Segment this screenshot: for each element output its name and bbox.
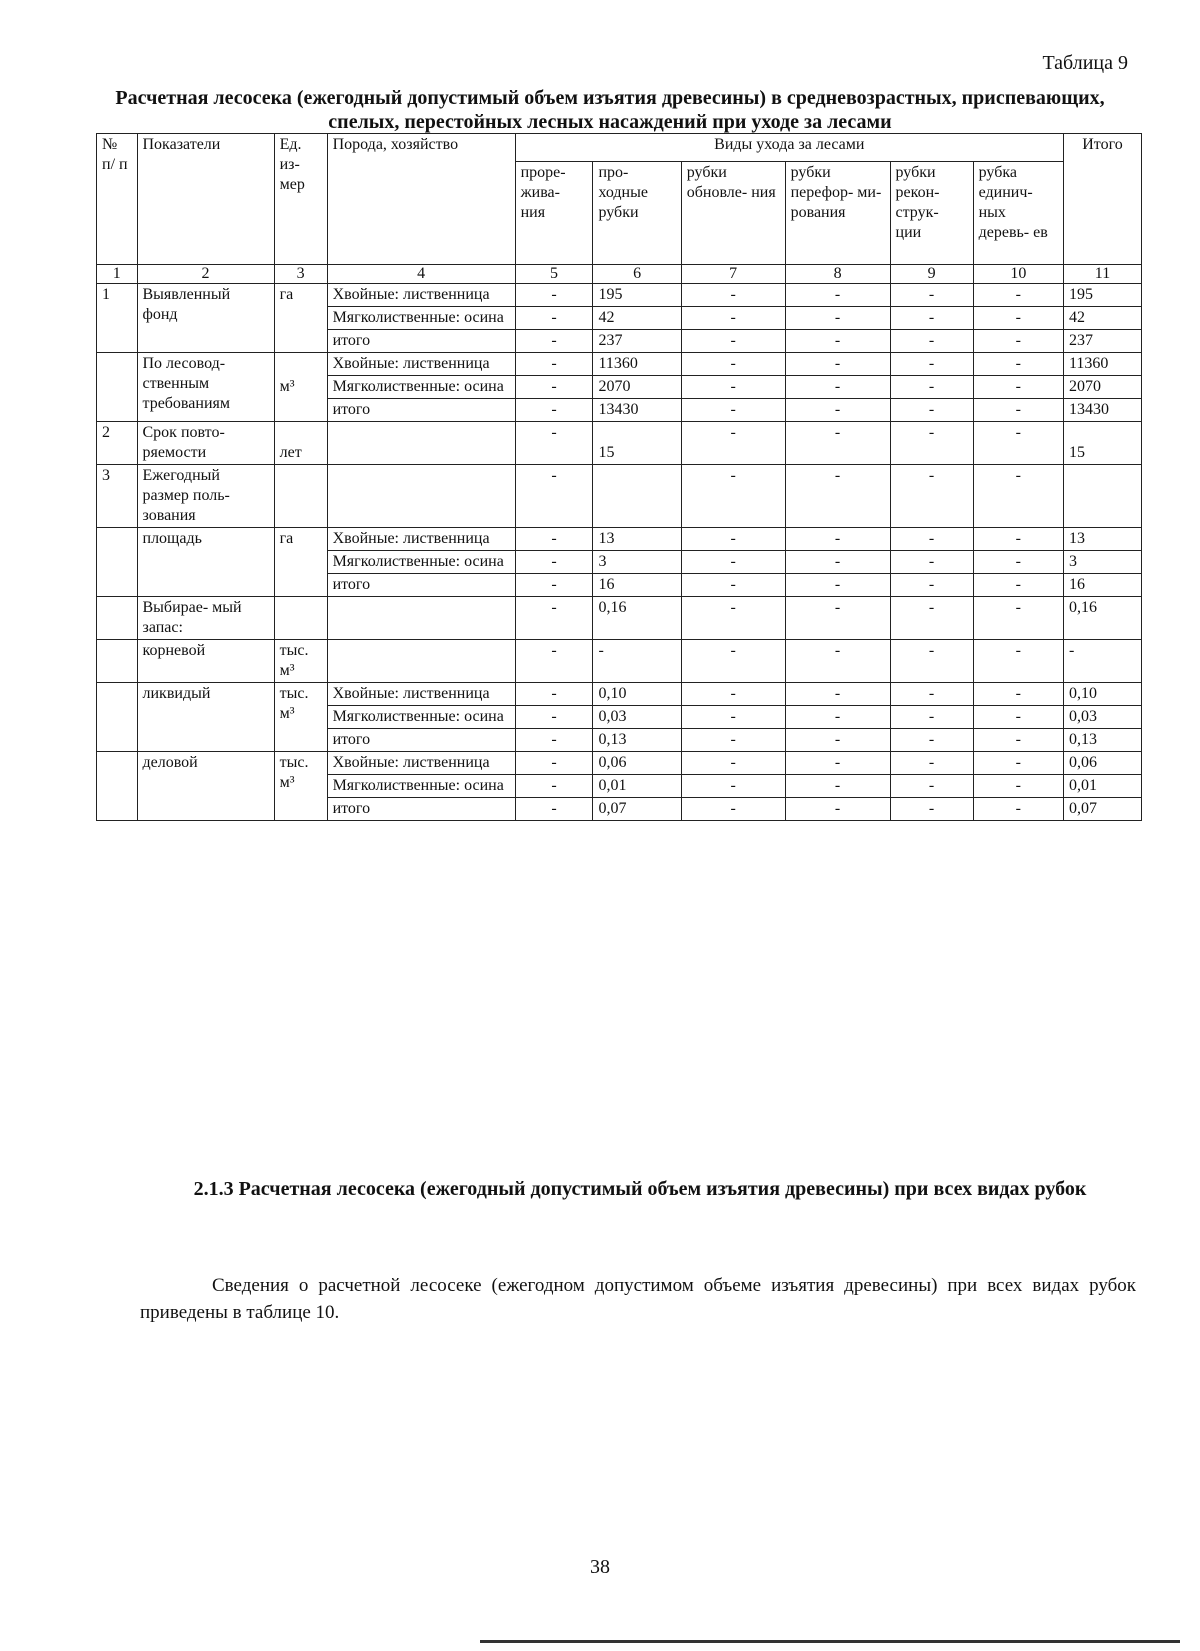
cell-dash: - <box>515 775 593 798</box>
col-num: 9 <box>890 265 973 284</box>
cell-dash: - <box>681 353 785 376</box>
cell-dash: - <box>593 640 681 683</box>
total-cell: 0,06 <box>1064 752 1142 775</box>
value-cell: 42 <box>593 307 681 330</box>
total-cell: 13430 <box>1064 399 1142 422</box>
col-num: 10 <box>973 265 1063 284</box>
cell-dash: - <box>890 330 973 353</box>
table-row <box>97 528 1142 551</box>
cell-dash: - <box>973 683 1063 706</box>
cell-dash: - <box>890 683 973 706</box>
felling-table <box>96 133 1142 821</box>
cell-dash: - <box>515 330 593 353</box>
cell-dash: - <box>681 798 785 821</box>
cell-dash: - <box>785 307 890 330</box>
cell-dash: - <box>681 752 785 775</box>
cell-dash: - <box>515 706 593 729</box>
col-num: 5 <box>515 265 593 284</box>
col-num: 4 <box>327 265 515 284</box>
cell-dash: - <box>681 706 785 729</box>
value-cell: 0,10 <box>593 683 681 706</box>
cell-dash: - <box>515 798 593 821</box>
cell-dash: - <box>681 376 785 399</box>
cell-dash: - <box>515 284 593 307</box>
total-cell: 0,16 <box>1064 597 1142 640</box>
total-cell: 16 <box>1064 574 1142 597</box>
breed-label: Мягколиственные: осина <box>327 775 515 798</box>
cell-dash: - <box>890 706 973 729</box>
total-cell: 3 <box>1064 551 1142 574</box>
total-cell: 2070 <box>1064 376 1142 399</box>
cell-dash: - <box>515 376 593 399</box>
col-num: 8 <box>785 265 890 284</box>
indicator-label: По лесовод- ственным требованиям <box>137 353 274 422</box>
cell-dash: - <box>785 706 890 729</box>
value-cell: 0,01 <box>593 775 681 798</box>
cell-dash: - <box>890 399 973 422</box>
cell-dash: - <box>973 376 1063 399</box>
value-cell: 13430 <box>593 399 681 422</box>
value-cell: 0,16 <box>593 597 681 640</box>
value-cell: 3 <box>593 551 681 574</box>
column-numbers-row <box>97 265 1142 284</box>
indicator-label: площадь <box>137 528 274 597</box>
header-total: Итого <box>1064 134 1142 265</box>
table-row <box>97 752 1142 775</box>
cell-dash: - <box>973 574 1063 597</box>
table-row <box>97 597 1142 640</box>
section-heading: 2.1.3 Расчетная лесосека (ежегодный допустимый объем изъятия древесины) при всех видах рубок <box>193 1178 1087 1200</box>
cell-dash: - <box>785 353 890 376</box>
table-row <box>97 683 1142 706</box>
cell-dash: - <box>681 574 785 597</box>
col-num: 3 <box>274 265 327 284</box>
cell-dash: - <box>890 422 973 465</box>
cell-dash: - <box>681 683 785 706</box>
cell-dash: - <box>973 798 1063 821</box>
header-c7: рубки обновле- ния <box>681 162 785 265</box>
total-cell: 15 <box>1064 422 1142 465</box>
cell-dash: - <box>890 528 973 551</box>
value-cell: 0,07 <box>593 798 681 821</box>
cell-dash: - <box>890 284 973 307</box>
value-cell: 11360 <box>593 353 681 376</box>
header-care-types: Виды ухода за лесами <box>515 134 1063 162</box>
header-indicators: Показатели <box>137 134 274 265</box>
cell-dash: - <box>515 465 593 528</box>
cell-dash: - <box>515 640 593 683</box>
cell-dash: - <box>785 683 890 706</box>
cell-dash: - <box>515 422 593 465</box>
indicator-label: ликвидый <box>137 683 274 752</box>
cell-dash: - <box>890 376 973 399</box>
unit-label: га <box>274 528 327 597</box>
unit-label: лет <box>274 422 327 465</box>
table-row <box>97 284 1142 307</box>
breed-label: Мягколиственные: осина <box>327 706 515 729</box>
cell-dash: - <box>785 752 890 775</box>
cell-dash: - <box>973 399 1063 422</box>
cell-dash: - <box>973 353 1063 376</box>
value-cell: 237 <box>593 330 681 353</box>
breed-label: Мягколиственные: осина <box>327 551 515 574</box>
cell-dash: - <box>785 528 890 551</box>
cell-dash: - <box>890 465 973 528</box>
cell-dash: - <box>890 353 973 376</box>
total-cell: 0,13 <box>1064 729 1142 752</box>
cell-dash: - <box>890 752 973 775</box>
breed-label: Хвойные: лиственница <box>327 683 515 706</box>
total-cell: 42 <box>1064 307 1142 330</box>
header-c8: рубки перефор- ми- рования <box>785 162 890 265</box>
cell-dash: - <box>681 640 785 683</box>
cell-dash: - <box>890 551 973 574</box>
cell-dash: - <box>973 465 1063 528</box>
cell-dash: - <box>785 640 890 683</box>
table-row <box>97 422 1142 465</box>
indicator-label: Выбирае- мый запас: <box>137 597 274 640</box>
cell-dash: - <box>515 597 593 640</box>
cell-dash: - <box>973 706 1063 729</box>
cell-dash: - <box>681 528 785 551</box>
cell-dash: - <box>973 551 1063 574</box>
cell-dash: - <box>890 640 973 683</box>
footer-divider <box>480 1640 1180 1643</box>
total-cell: 0,10 <box>1064 683 1142 706</box>
cell-dash: - <box>973 422 1063 465</box>
cell-dash: - <box>681 307 785 330</box>
table-number: Таблица 9 <box>1042 52 1128 74</box>
col-num: 7 <box>681 265 785 284</box>
cell-dash: - <box>785 551 890 574</box>
table-row <box>97 353 1142 376</box>
header-c6: про- ходные рубки <box>593 162 681 265</box>
unit-label: тыс. м³ <box>274 752 327 821</box>
header-row-1 <box>97 134 1142 162</box>
cell-dash: - <box>890 729 973 752</box>
indicator-label: Выявленный фонд <box>137 284 274 353</box>
cell-dash: - <box>785 422 890 465</box>
breed-label: Хвойные: лиственница <box>327 353 515 376</box>
cell-dash: - <box>973 597 1063 640</box>
cell-dash: - <box>785 775 890 798</box>
cell-dash: - <box>515 683 593 706</box>
col-num: 1 <box>97 265 138 284</box>
cell-dash: - <box>785 798 890 821</box>
cell-dash: - <box>973 284 1063 307</box>
cell-dash: - <box>973 640 1063 683</box>
cell-dash: - <box>515 574 593 597</box>
cell-dash: - <box>785 399 890 422</box>
cell-dash: - <box>785 376 890 399</box>
indicator-label: корневой <box>137 640 274 683</box>
cell-dash: - <box>973 729 1063 752</box>
breed-label: Хвойные: лиственница <box>327 284 515 307</box>
table-title: Расчетная лесосека (ежегодный допустимый объем изъятия древесины) в средневозрастных, приспевающих, спелых, перестойных лесных насаждений при уходе за лесами <box>115 87 1105 133</box>
total-cell: 0,03 <box>1064 706 1142 729</box>
breed-label: Мягколиственные: осина <box>327 376 515 399</box>
unit-label: га <box>274 284 327 353</box>
breed-label: итого <box>327 798 515 821</box>
unit-label: м³ <box>274 353 327 422</box>
header-unit: Ед. из- мер <box>274 134 327 265</box>
breed-label: итого <box>327 729 515 752</box>
header-breed: Порода, хозяйство <box>327 134 515 265</box>
cell-dash: - <box>890 574 973 597</box>
value-cell: 195 <box>593 284 681 307</box>
cell-dash: - <box>785 597 890 640</box>
header-c10: рубка единич- ных деревь- ев <box>973 162 1063 265</box>
row-number: 3 <box>97 465 138 528</box>
total-cell: 0,07 <box>1064 798 1142 821</box>
value-cell: 2070 <box>593 376 681 399</box>
col-num: 11 <box>1064 265 1142 284</box>
total-cell: 11360 <box>1064 353 1142 376</box>
value-cell: 15 <box>593 422 681 465</box>
cell-dash: - <box>973 775 1063 798</box>
cell-dash: - <box>515 752 593 775</box>
value-cell: 13 <box>593 528 681 551</box>
cell-dash: - <box>681 284 785 307</box>
cell-dash: - <box>785 465 890 528</box>
col-num: 2 <box>137 265 274 284</box>
total-cell: 13 <box>1064 528 1142 551</box>
breed-label: итого <box>327 399 515 422</box>
cell-dash: - <box>681 422 785 465</box>
breed-label: Хвойные: лиственница <box>327 752 515 775</box>
cell-dash: - <box>681 775 785 798</box>
cell-dash: - <box>890 307 973 330</box>
cell-dash: - <box>785 330 890 353</box>
cell-dash: - <box>681 465 785 528</box>
breed-label: Мягколиственные: осина <box>327 307 515 330</box>
value-cell: 0,03 <box>593 706 681 729</box>
cell-dash: - <box>973 528 1063 551</box>
unit-label: тыс. м³ <box>274 683 327 752</box>
breed-label: итого <box>327 330 515 353</box>
cell-dash: - <box>785 729 890 752</box>
cell-dash: - <box>681 729 785 752</box>
row-number: 1 <box>97 284 138 353</box>
cell-dash: - <box>890 775 973 798</box>
cell-dash: - <box>890 798 973 821</box>
cell-dash: - <box>681 597 785 640</box>
breed-label: Хвойные: лиственница <box>327 528 515 551</box>
total-cell: 195 <box>1064 284 1142 307</box>
cell-dash: - <box>1064 640 1142 683</box>
total-cell: 237 <box>1064 330 1142 353</box>
body-paragraph: Сведения о расчетной лесосеке (ежегодном допустимом объеме изъятия древесины) при всех видах рубок приведены в таблице 10. <box>140 1275 1136 1323</box>
header-c9: рубки рекон- струк- ции <box>890 162 973 265</box>
unit-label: тыс. м³ <box>274 640 327 683</box>
cell-dash: - <box>515 353 593 376</box>
cell-dash: - <box>515 307 593 330</box>
cell-dash: - <box>785 284 890 307</box>
breed-label: итого <box>327 574 515 597</box>
col-num: 6 <box>593 265 681 284</box>
cell-dash: - <box>515 551 593 574</box>
cell-dash: - <box>890 597 973 640</box>
table-row <box>97 465 1142 528</box>
page-number: 38 <box>590 1556 610 1578</box>
indicator-label: Срок повто- ряемости <box>137 422 274 465</box>
cell-dash: - <box>515 729 593 752</box>
value-cell: 0,13 <box>593 729 681 752</box>
cell-dash: - <box>973 752 1063 775</box>
cell-dash: - <box>973 330 1063 353</box>
indicator-label: деловой <box>137 752 274 821</box>
value-cell: 0,06 <box>593 752 681 775</box>
indicator-label: Ежегодный размер поль- зования <box>137 465 274 528</box>
cell-dash: - <box>681 399 785 422</box>
header-c5: проре- жива- ния <box>515 162 593 265</box>
cell-dash: - <box>515 399 593 422</box>
cell-dash: - <box>785 574 890 597</box>
cell-dash: - <box>681 330 785 353</box>
row-number: 2 <box>97 422 138 465</box>
cell-dash: - <box>515 528 593 551</box>
cell-dash: - <box>681 551 785 574</box>
value-cell: 16 <box>593 574 681 597</box>
table-row <box>97 640 1142 683</box>
header-num: № п/ п <box>97 134 138 265</box>
cell-dash: - <box>973 307 1063 330</box>
total-cell: 0,01 <box>1064 775 1142 798</box>
